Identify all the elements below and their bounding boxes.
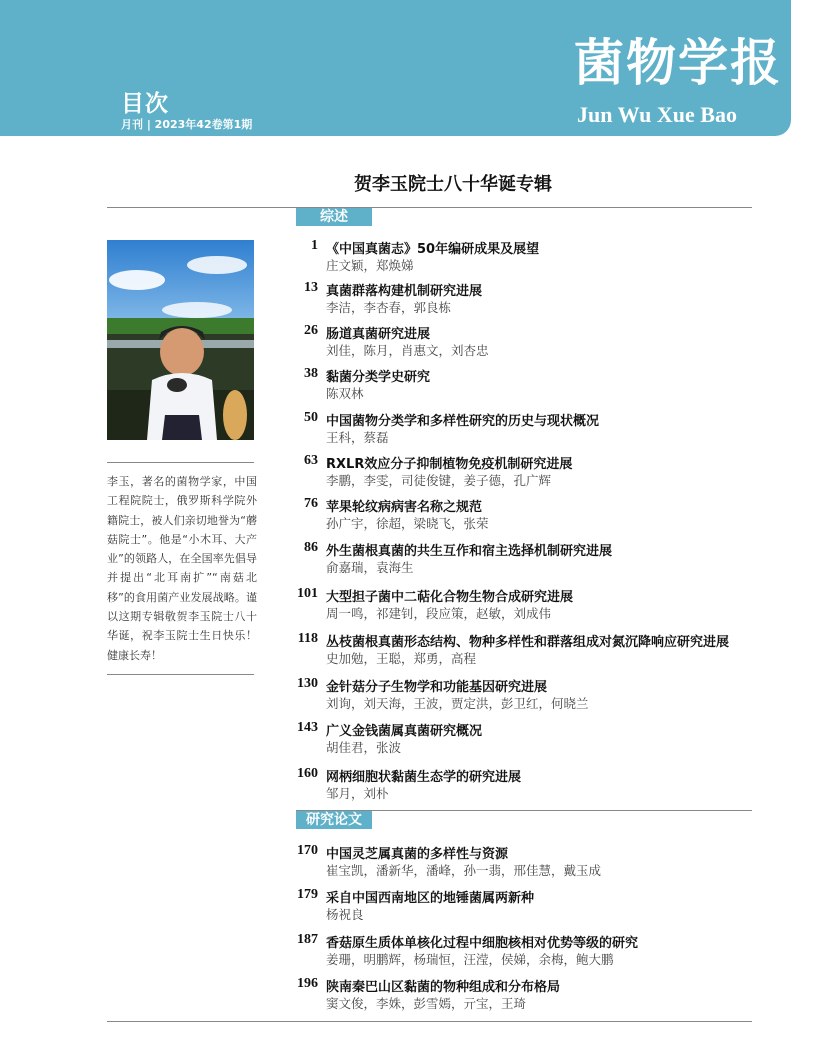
entry-authors: 崔宝凯，潘新华，潘峰，孙一翡，邢佳慧，戴玉成	[326, 863, 602, 878]
entry-page-number: 76	[304, 496, 318, 511]
divider	[107, 462, 254, 463]
entry-authors: 孙广宇，徐超，梁晓飞，张荣	[326, 516, 489, 531]
entry-page-number: 1	[311, 238, 318, 253]
entry-authors: 刘佳，陈月，肖惠文，刘杏忠	[326, 343, 489, 358]
entry-page-number: 143	[297, 720, 318, 735]
section-label-review: 综述	[296, 208, 372, 226]
entry-title[interactable]: 外生菌根真菌的共生互作和宿主选择机制研究进展	[326, 544, 613, 559]
entry-authors: 姜珊，明鹏辉，杨瑞恒，汪滢，侯娣，余梅，鲍大鹏	[326, 952, 614, 967]
entry-page-number: 130	[297, 676, 318, 691]
entry-page-number: 160	[297, 766, 318, 781]
entry-title[interactable]: 丛枝菌根真菌形态结构、物种多样性和群落组成对氮沉降响应研究进展	[326, 635, 730, 650]
special-issue-title: 贺李玉院士八十华诞专辑	[354, 174, 552, 195]
section-label-research: 研究论文	[296, 811, 372, 829]
entry-authors: 胡佳君，张波	[326, 740, 402, 755]
entry-title[interactable]: 苹果轮纹病病害名称之规范	[326, 500, 483, 515]
entry-page-number: 26	[304, 323, 318, 338]
entry-page-number: 13	[304, 280, 318, 295]
entry-page-number: 118	[297, 631, 318, 646]
entry-page-number: 63	[304, 453, 318, 468]
entry-authors: 李洁，李杏春，郭良栋	[326, 300, 452, 315]
entry-authors: 刘询，刘天海，王波，贾定洪，彭卫红，何晓兰	[326, 696, 589, 711]
issue-info: 月刊 | 2023年42卷第1期	[121, 118, 253, 131]
entry-page-number: 187	[297, 932, 318, 947]
entry-title[interactable]: 真菌群落构建机制研究进展	[326, 284, 483, 299]
entry-authors: 邹月，刘朴	[326, 786, 389, 801]
entry-title[interactable]: 黏菌分类学史研究	[326, 370, 431, 385]
entry-authors: 李鹏，李雯，司徒俊键，姜子德，孔广辉	[326, 473, 552, 488]
entry-title[interactable]: 中国灵芝属真菌的多样性与资源	[326, 847, 509, 862]
toc-title: 目次	[121, 91, 169, 117]
entry-title[interactable]: 肠道真菌研究进展	[326, 327, 431, 342]
entry-title[interactable]: 中国菌物分类学和多样性研究的历史与现状概况	[326, 414, 600, 429]
journal-title-english: Jun Wu Xue Bao	[577, 102, 737, 127]
entry-page-number: 50	[304, 410, 318, 425]
journal-title-chinese: 菌物学报	[574, 33, 782, 92]
entry-page-number: 86	[304, 540, 318, 555]
entry-authors: 陈双林	[326, 386, 364, 401]
entry-page-number: 196	[297, 976, 318, 991]
entry-page-number: 101	[297, 586, 318, 601]
biography-text: 李玉，著名的菌物学家，中国工程院院士，俄罗斯科学院外籍院士，被人们亲切地誉为“蘑菇院士”。他是“小木耳、大产业”的领路人，在全国率先倡导并提出“北耳南扩”“南菇北移”的食用菌产业发展战略。谨以这期专辑敬贺李玉院士八十华诞，祝李玉院士生日快乐！健康长寿！	[107, 475, 257, 662]
divider	[107, 674, 254, 675]
entry-authors: 史加勉，王聪，郑勇，高程	[326, 651, 477, 666]
entry-title[interactable]: 《中国真菌志》50年编研成果及展望	[326, 242, 540, 257]
entry-authors: 杨祝良	[326, 907, 364, 922]
entry-page-number: 170	[297, 843, 318, 858]
entry-title[interactable]: 陕南秦巴山区黏菌的物种组成和分布格局	[326, 980, 561, 995]
entry-authors: 俞嘉瑞，袁海生	[326, 560, 414, 575]
entry-title[interactable]: 香菇原生质体单核化过程中细胞核相对优势等级的研究	[326, 936, 639, 951]
entry-title[interactable]: 大型担子菌中二萜化合物生物合成研究进展	[326, 590, 574, 605]
entry-title[interactable]: 广义金钱菌属真菌研究概况	[326, 724, 483, 739]
entry-authors: 王科，蔡磊	[326, 430, 389, 445]
entry-page-number: 179	[297, 887, 318, 902]
divider	[107, 207, 752, 208]
entry-title[interactable]: RXLR效应分子抑制植物免疫机制研究进展	[326, 457, 573, 472]
entry-title[interactable]: 采自中国西南地区的地锤菌属两新种	[326, 891, 535, 906]
entry-page-number: 38	[304, 366, 318, 381]
entry-authors: 庄文颖，郑焕娣	[326, 258, 414, 273]
journal-header-banner	[0, 0, 791, 136]
entry-authors: 周一鸣，祁建钊，段应策，赵敏，刘成伟	[326, 606, 552, 621]
entry-title[interactable]: 金针菇分子生物学和功能基因研究进展	[326, 680, 548, 695]
entry-title[interactable]: 网柄细胞状黏菌生态学的研究进展	[326, 770, 522, 785]
divider	[107, 1021, 752, 1022]
portrait-photo	[107, 240, 254, 440]
entry-authors: 窦文俊，李姝，彭雪嫣，亓宝，王琦	[326, 996, 527, 1011]
